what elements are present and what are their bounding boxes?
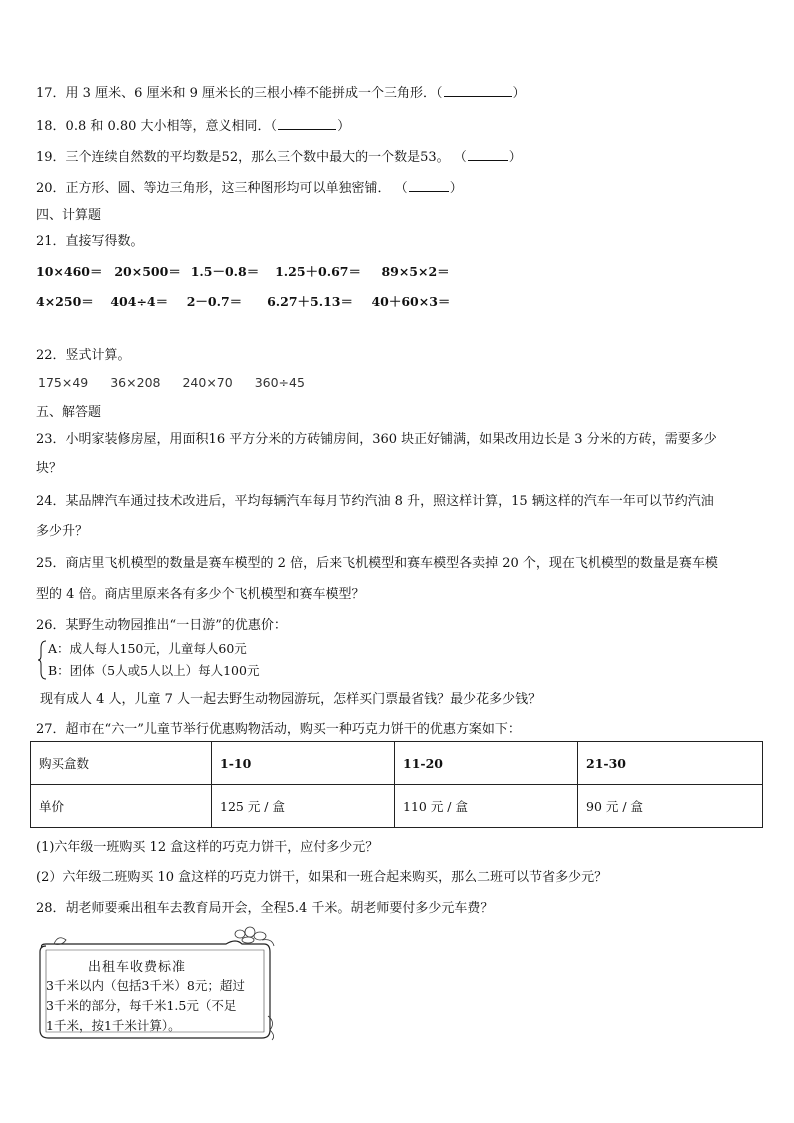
calc-item: 10×460＝ [36,264,103,279]
table-cell: 90 元 / 盒 [578,785,763,828]
table-cell: 1-10 [212,742,395,785]
vertical-calc-row [38,375,323,390]
table-row [31,785,763,828]
question-25-line1: 25．商店里飞机模型的数量是赛车模型的 2 倍，后来飞机模型和赛车模型各卖掉 20 个，现在飞机模型的数量是赛车模 [36,556,718,571]
vertical-calc-item: 240×70 [182,375,233,390]
question-27-part1: (1)六年级一班购买 12 盒这样的巧克力饼干，应付多少元？ [36,840,379,855]
question-19 [36,146,522,165]
vertical-calc-item: 360÷45 [254,375,305,390]
taxi-card-line: 3千米以内（包括3千米）8元；超过 [46,978,245,993]
taxi-card-line: 1千米，按1千米计算）。 [46,1018,181,1033]
question-text: 19．三个连续自然数的平均数是52，那么三个数中最大的一个数是53。 （ [36,150,467,165]
question-28: 28．胡老师要乘出租车去教育局开会，全程5.4 千米。胡老师要付多少元车费？ [36,901,494,916]
question-27-part2: (2）六年级二班购买 10 盒这样的巧克力饼干，如果和一班合起来购买，那么二班可以节省多少元？ [36,870,608,885]
brace-icon [38,640,48,680]
question-20 [36,177,463,196]
price-table [30,741,763,828]
question-25-line2: 型的 4 倍。商店里原来各有多少个飞机模型和赛车模型？ [36,587,365,602]
calc-item: 6.27＋5.13＝ [267,294,353,309]
answer-blank[interactable] [278,117,336,130]
calc-item: 1.25＋0.67＝ [275,264,361,279]
calc-row-2 [36,292,450,310]
answer-blank[interactable] [409,179,449,192]
question-26: 26．某野生动物园推出“一日游”的优惠价： [36,618,287,633]
section-heading-calc: 四、计算题 [36,208,102,223]
table-cell: 单价 [31,785,212,828]
table-cell: 11-20 [395,742,578,785]
question-23-line2: 块？ [36,461,63,476]
paren-close: ） [508,150,522,165]
table-cell: 125 元 / 盒 [212,785,395,828]
paren-close: ） [512,86,526,101]
answer-blank[interactable] [468,148,508,161]
calc-item: 40＋60×3＝ [371,294,451,309]
calc-item: 2－0.7＝ [186,294,243,309]
table-row [31,742,763,785]
section-heading-solve: 五、解答题 [36,405,102,420]
calc-item: 89×5×2＝ [381,264,450,279]
question-21: 21．直接写得数。 [36,234,144,249]
question-text: 18．0.8 和 0.80 大小相等，意义相同．（ [36,119,278,134]
question-23-line1: 23．小明家装修房屋，用面积16 平方分米的方砖铺房间，360 块正好铺满，如果改用边长是 3 分米的方砖，需要多少 [36,432,717,447]
question-24-line2: 多少升？ [36,524,89,539]
option-b: B：团体（5人或5人以上）每人100元 [48,663,260,678]
vertical-calc-item: 36×208 [110,375,161,390]
question-text: 17．用 3 厘米、6 厘米和 9 厘米长的三根小棒不能拼成一个三角形．（ [36,86,443,101]
taxi-card-line: 3千米的部分，每千米1.5元（不足 [46,998,237,1013]
table-cell: 110 元 / 盒 [395,785,578,828]
question-18 [36,115,350,134]
question-26-ask: 现有成人 4 人，儿童 7 人一起去野生动物园游玩，怎样买门票最省钱？最少花多少钱？ [40,692,542,707]
question-17 [36,82,526,101]
question-text: 20．正方形、圆、等边三角形，这三种图形均可以单独密铺． （ [36,181,408,196]
taxi-fare-card [36,926,278,1042]
taxi-card-body [46,976,245,1036]
calc-item: 20×500＝ [114,264,181,279]
question-22: 22．竖式计算。 [36,348,131,363]
question-27: 27．超市在“六一”儿童节举行优惠购物活动，购买一种巧克力饼干的优惠方案如下： [36,722,521,737]
question-24-line1: 24．某品牌汽车通过技术改进后，平均每辆汽车每月节约汽油 8 升，照这样计算，15 辆这样的汽车一年可以节约汽油 [36,494,714,509]
paren-close: ） [449,181,463,196]
taxi-card-title: 出租车收费标准 [88,960,187,975]
calc-item: 4×250＝ [36,294,94,309]
calc-item: 1.5－0.8＝ [190,264,260,279]
paren-close: ） [337,119,351,134]
calc-row-1 [36,262,450,280]
answer-blank[interactable] [444,84,512,97]
vertical-calc-item: 175×49 [38,375,89,390]
option-a: A：成人每人150元，儿童每人60元 [48,641,247,656]
table-cell: 21-30 [578,742,763,785]
calc-item: 404÷4＝ [110,294,169,309]
table-cell: 购买盒数 [31,742,212,785]
